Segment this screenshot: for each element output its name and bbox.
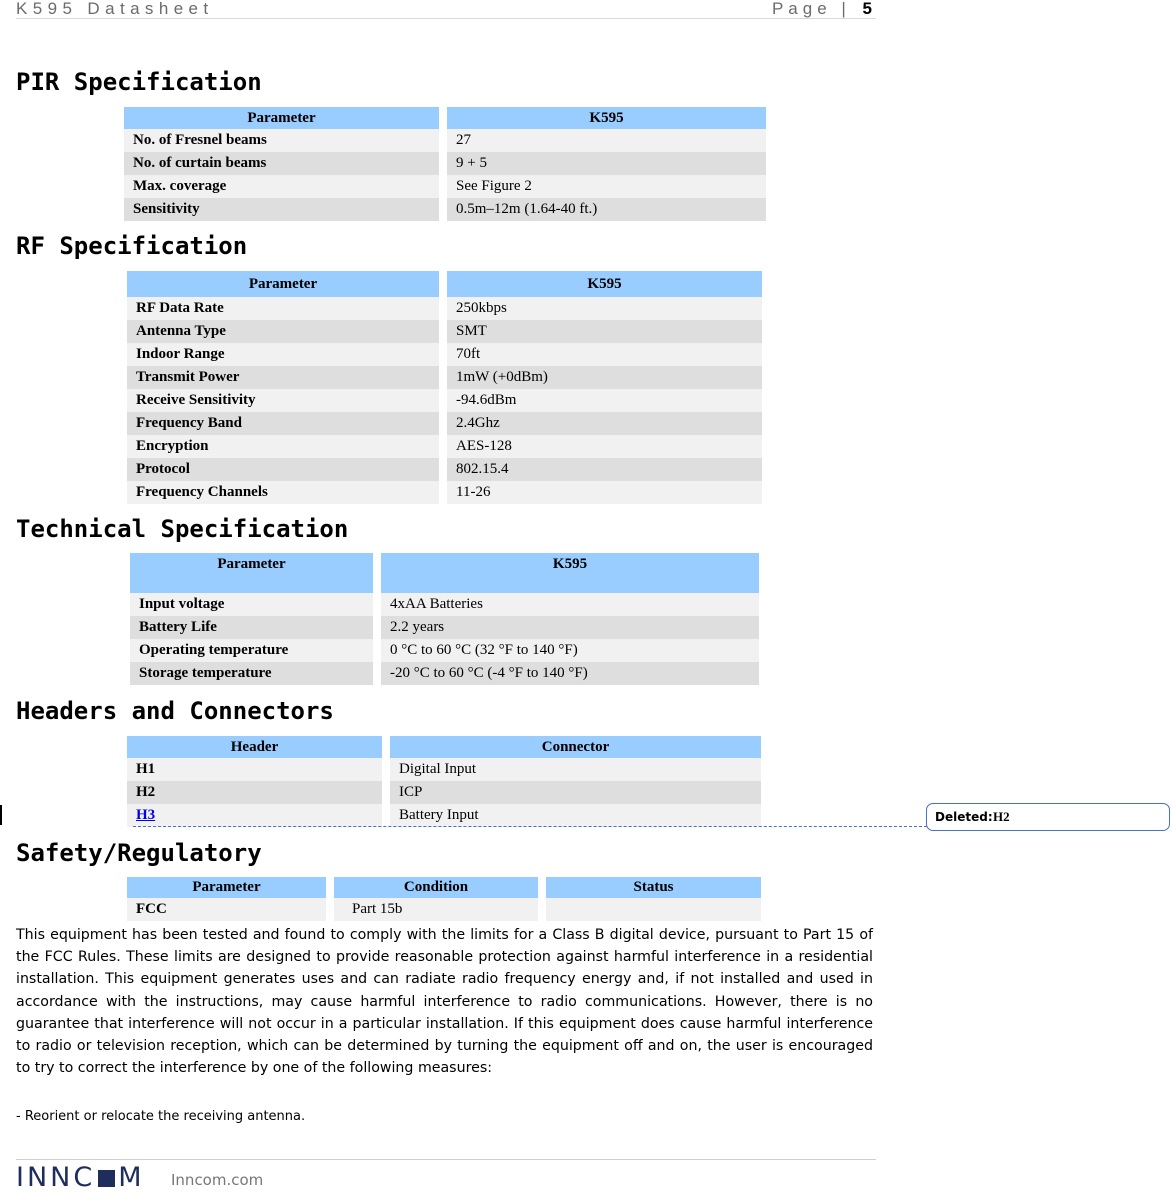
table-row xyxy=(130,662,759,685)
column-header: K595 xyxy=(443,271,762,297)
param-cell: FCC xyxy=(127,898,330,921)
value-cell: 0.5m–12m (1.64-40 ft.) xyxy=(443,198,766,221)
rf-section-title: RF Specification xyxy=(16,232,248,260)
page-label: Page xyxy=(771,0,832,18)
table-row xyxy=(127,366,762,389)
condition-cell: Part 15b xyxy=(330,898,542,921)
table-row xyxy=(130,639,759,662)
param-cell: RF Data Rate xyxy=(127,297,443,320)
param-cell: Protocol xyxy=(127,458,443,481)
value-cell: 11-26 xyxy=(443,481,762,504)
table-row xyxy=(127,412,762,435)
param-cell: Sensitivity xyxy=(124,198,443,221)
table-row xyxy=(124,129,766,152)
column-header: Parameter xyxy=(127,877,330,898)
table-row xyxy=(127,435,762,458)
fcc-measure-item: - Reorient or relocate the receiving antenna. xyxy=(16,1109,306,1124)
value-cell: 2.4Ghz xyxy=(443,412,762,435)
param-cell: No. of Fresnel beams xyxy=(124,129,443,152)
param-cell: Receive Sensitivity xyxy=(127,389,443,412)
rf-table xyxy=(127,271,762,504)
connector-cell: Digital Input xyxy=(386,758,761,781)
safety-section-title: Safety/Regulatory xyxy=(16,839,262,867)
table-row xyxy=(127,389,762,412)
page-footer xyxy=(16,1159,876,1193)
connector-cell: ICP xyxy=(386,781,761,804)
param-cell: No. of curtain beams xyxy=(124,152,443,175)
table-row xyxy=(124,152,766,175)
change-bar xyxy=(0,805,2,825)
value-cell: -20 °C to 60 °C (-4 °F to 140 °F) xyxy=(377,662,759,685)
headers-section-title: Headers and Connectors xyxy=(16,697,334,725)
headers-table xyxy=(127,736,761,827)
status-cell xyxy=(542,898,761,921)
table-row xyxy=(127,297,762,320)
table-row xyxy=(127,320,762,343)
value-cell: SMT xyxy=(443,320,762,343)
table-row xyxy=(124,175,766,198)
table-row xyxy=(127,343,762,366)
column-header: Parameter xyxy=(124,107,443,129)
safety-table xyxy=(127,877,761,921)
param-cell: Antenna Type xyxy=(127,320,443,343)
table-header-row xyxy=(124,107,766,129)
column-header: Status xyxy=(542,877,761,898)
value-cell: AES-128 xyxy=(443,435,762,458)
value-cell: -94.6dBm xyxy=(443,389,762,412)
inncom-logo xyxy=(16,1162,145,1193)
column-header: K595 xyxy=(377,553,759,593)
value-cell: 0 °C to 60 °C (32 °F to 140 °F) xyxy=(377,639,759,662)
header-cell: H1 xyxy=(127,758,386,781)
value-cell: 802.15.4 xyxy=(443,458,762,481)
table-row xyxy=(127,758,761,781)
value-cell: 4xAA Batteries xyxy=(377,593,759,616)
column-header: Parameter xyxy=(130,553,377,593)
table-row xyxy=(124,198,766,221)
logo-square-icon xyxy=(98,1170,115,1187)
table-row xyxy=(127,481,762,504)
tech-table xyxy=(130,553,759,685)
table-header-row xyxy=(127,877,761,898)
deleted-comment-balloon[interactable] xyxy=(926,803,1170,831)
column-header: K595 xyxy=(443,107,766,129)
value-cell: 9 + 5 xyxy=(443,152,766,175)
fcc-paragraph: This equipment has been tested and found to comply with the limits for a Class B digital device, pursuant to Part 15 of the FCC Rules. These limits are designed to provide reasonable protection against harmful interference in a residential installation. This equipment generates uses and can radiate radio frequency energy and, if not installed and used in accordance with the instructions, may cause harmful interference to radio communications. However, there is no guarantee that interference will not occur in a particular installation. If this equipment does cause harmful interference to radio or television reception, which can be determined by turning the equipment off and on, the user is encouraged to try to correct the interference by one of the following measures: xyxy=(16,927,873,1077)
pir-section-title: PIR Specification xyxy=(16,68,262,96)
value-cell: 250kbps xyxy=(443,297,762,320)
param-cell: Input voltage xyxy=(130,593,377,616)
param-cell: Encryption xyxy=(127,435,443,458)
comment-connector xyxy=(133,826,927,827)
table-header-row xyxy=(127,736,761,758)
value-cell: 27 xyxy=(443,129,766,152)
value-cell: 70ft xyxy=(443,343,762,366)
param-cell: Storage temperature xyxy=(130,662,377,685)
logo-text-left: INNC xyxy=(16,1162,96,1193)
footer-site: Inncom.com xyxy=(171,1171,264,1189)
logo-text-right: M xyxy=(118,1162,145,1193)
value-cell: 2.2 years xyxy=(377,616,759,639)
param-cell: Frequency Channels xyxy=(127,481,443,504)
connector-cell: Battery Input xyxy=(386,804,761,827)
table-row xyxy=(127,458,762,481)
page-header xyxy=(16,0,876,19)
param-cell: Max. coverage xyxy=(124,175,443,198)
table-header-row xyxy=(130,553,759,593)
value-cell: See Figure 2 xyxy=(443,175,766,198)
h3-link[interactable]: H3 xyxy=(136,807,156,823)
table-row xyxy=(127,781,761,804)
column-header: Connector xyxy=(386,736,761,758)
param-cell: Frequency Band xyxy=(127,412,443,435)
column-header: Parameter xyxy=(127,271,443,297)
header-cell[interactable] xyxy=(127,804,386,827)
column-header: Header xyxy=(127,736,386,758)
pir-table xyxy=(124,107,766,221)
comment-label: Deleted: xyxy=(935,810,993,824)
param-cell: Transmit Power xyxy=(127,366,443,389)
table-header-row xyxy=(127,271,762,297)
param-cell: Battery Life xyxy=(130,616,377,639)
value-cell: 1mW (+0dBm) xyxy=(443,366,762,389)
page-indicator: Page | 5 xyxy=(771,0,872,18)
table-row xyxy=(127,804,761,827)
page-number: 5 xyxy=(862,0,872,18)
table-row xyxy=(130,616,759,639)
param-cell: Indoor Range xyxy=(127,343,443,366)
column-header: Condition xyxy=(330,877,542,898)
tech-section-title: Technical Specification xyxy=(16,515,349,543)
table-row xyxy=(127,898,761,921)
comment-value: H2 xyxy=(993,809,1010,824)
doc-title: K595 Datasheet xyxy=(16,0,214,18)
header-cell: H2 xyxy=(127,781,386,804)
param-cell: Operating temperature xyxy=(130,639,377,662)
table-row xyxy=(130,593,759,616)
